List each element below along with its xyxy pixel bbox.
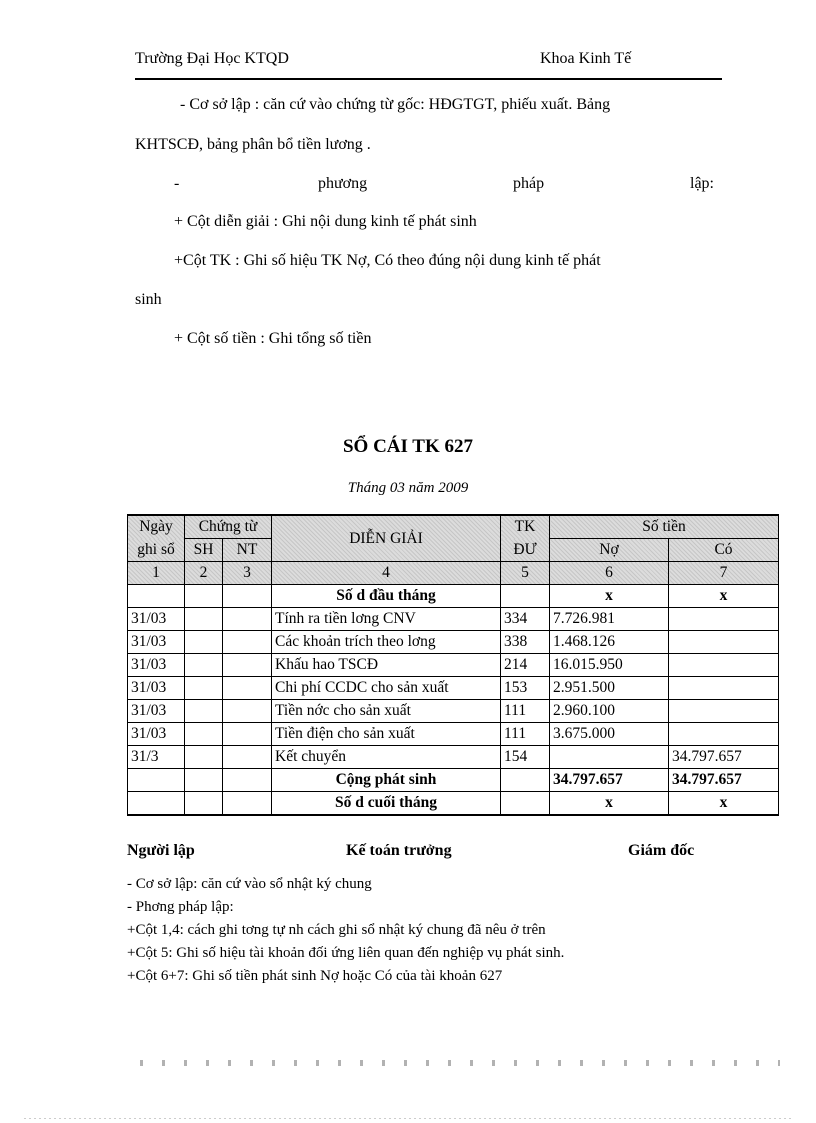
signature-chief-accountant: Kế toán trưởng (346, 842, 452, 859)
row-desc: Khấu hao TSCĐ (272, 654, 501, 677)
opening-balance-row (128, 585, 779, 608)
cropped-footer-text (140, 1060, 780, 1066)
intro-tk-column-line1: +Cột TK : Ghi số hiệu TK Nợ, Có theo đúng nội dung kinh tế phát (174, 252, 601, 269)
opening-balance-label: Số d đầu tháng (272, 585, 501, 608)
opening-debit: x (550, 585, 669, 608)
page-edge-dotted-line (24, 1118, 792, 1119)
total-credit: 34.797.657 (669, 769, 779, 792)
intro-method-word2: pháp (513, 175, 545, 192)
intro-method-word3: lập: (690, 175, 714, 192)
header-school: Trường Đại Học KTQD (135, 50, 289, 67)
row-debit: 2.960.100 (550, 700, 669, 723)
row-tk: 153 (501, 677, 550, 700)
row-debit: 3.675.000 (550, 723, 669, 746)
col-credit-header: Có (669, 539, 779, 562)
row-debit: 7.726.981 (550, 608, 669, 631)
table-row (128, 608, 779, 631)
table-row (128, 723, 779, 746)
col-desc-header: DIỄN GIẢI (272, 515, 501, 562)
col-amount-header: Số tiền (550, 515, 779, 539)
table-row (128, 677, 779, 700)
total-row (128, 769, 779, 792)
signature-preparer: Người lập (127, 842, 195, 859)
row-desc: Các khoản trích theo lơng (272, 631, 501, 654)
total-debit: 34.797.657 (550, 769, 669, 792)
row-credit (669, 723, 779, 746)
row-desc: Chi phí CCDC cho sản xuất (272, 677, 501, 700)
row-date: 31/03 (128, 654, 185, 677)
row-tk: 154 (501, 746, 550, 769)
row-tk: 111 (501, 700, 550, 723)
ledger-table (127, 514, 779, 816)
row-date: 31/03 (128, 700, 185, 723)
note-line: +Cột 1,4: cách ghi tơng tự nh cách ghi sổ nhật ký chung đã nêu ở trên (127, 922, 546, 938)
row-tk: 214 (501, 654, 550, 677)
intro-method-dash: - (174, 175, 180, 192)
row-desc: Tiền điện cho sản xuất (272, 723, 501, 746)
opening-credit: x (669, 585, 779, 608)
intro-desc-column: + Cột diễn giải : Ghi nội dung kinh tế phát sinh (174, 213, 477, 230)
col-sh-header: SH (185, 539, 223, 562)
closing-debit: x (550, 792, 669, 816)
row-desc: Tiền nớc cho sản xuất (272, 700, 501, 723)
col-number: 2 (185, 562, 223, 585)
row-debit: 1.468.126 (550, 631, 669, 654)
intro-tk-column-line2: sinh (135, 291, 162, 308)
row-date: 31/03 (128, 631, 185, 654)
total-label: Cộng phát sinh (272, 769, 501, 792)
header-row-1 (128, 515, 779, 539)
intro-method-word1: phương (318, 175, 368, 192)
row-date: 31/03 (128, 677, 185, 700)
col-number: 5 (501, 562, 550, 585)
col-tk-header-l2: ĐƯ (501, 539, 550, 562)
table-row (128, 700, 779, 723)
col-number: 1 (128, 562, 185, 585)
row-date: 31/03 (128, 608, 185, 631)
note-line: - Phơng pháp lập: (127, 899, 234, 915)
col-number: 3 (223, 562, 272, 585)
col-tk-header-l1: TK (501, 515, 550, 539)
col-debit-header: Nợ (550, 539, 669, 562)
row-credit (669, 677, 779, 700)
note-line: +Cột 5: Ghi số hiệu tài khoản đối ứng liên quan đến nghiệp vụ phát sinh. (127, 945, 565, 961)
row-date: 31/03 (128, 723, 185, 746)
row-credit (669, 608, 779, 631)
col-number: 4 (272, 562, 501, 585)
closing-credit: x (669, 792, 779, 816)
row-date: 31/3 (128, 746, 185, 769)
closing-balance-row (128, 792, 779, 816)
row-debit (550, 746, 669, 769)
table-row (128, 746, 779, 769)
row-tk: 338 (501, 631, 550, 654)
row-desc: Tính ra tiền lơng CNV (272, 608, 501, 631)
row-debit: 2.951.500 (550, 677, 669, 700)
signature-director: Giám đốc (628, 842, 695, 859)
note-line: - Cơ sở lập: căn cứ vào sổ nhật ký chung (127, 876, 372, 892)
ledger-title: SỔ CÁI TK 627 (342, 436, 474, 457)
row-tk: 334 (501, 608, 550, 631)
intro-basis-line1: - Cơ sở lập : căn cứ vào chứng từ gốc: HĐGTGT, phiếu xuất. Bảng (180, 96, 611, 113)
row-credit: 34.797.657 (669, 746, 779, 769)
row-desc: Kết chuyển (272, 746, 501, 769)
col-date-header-l1: Ngày (128, 515, 185, 539)
table-row (128, 631, 779, 654)
col-voucher-header: Chứng từ (185, 515, 272, 539)
row-credit (669, 700, 779, 723)
col-date-header-l2: ghi sổ (128, 539, 185, 562)
col-number: 7 (669, 562, 779, 585)
col-nt-header: NT (223, 539, 272, 562)
row-tk: 111 (501, 723, 550, 746)
row-credit (669, 631, 779, 654)
column-number-row (128, 562, 779, 585)
row-credit (669, 654, 779, 677)
table-row (128, 654, 779, 677)
ledger-subtitle: Tháng 03 năm 2009 (347, 480, 469, 496)
note-line: +Cột 6+7: Ghi số tiền phát sinh Nợ hoặc Có của tài khoản 627 (127, 968, 503, 984)
row-debit: 16.015.950 (550, 654, 669, 677)
closing-balance-label: Số d cuối tháng (272, 792, 501, 816)
header-faculty: Khoa Kinh Tế (540, 50, 632, 67)
intro-amount-column: + Cột số tiền : Ghi tổng số tiền (174, 330, 372, 347)
col-number: 6 (550, 562, 669, 585)
header-rule (135, 78, 722, 80)
intro-basis-line2: KHTSCĐ, bảng phân bổ tiền lương . (135, 136, 371, 153)
